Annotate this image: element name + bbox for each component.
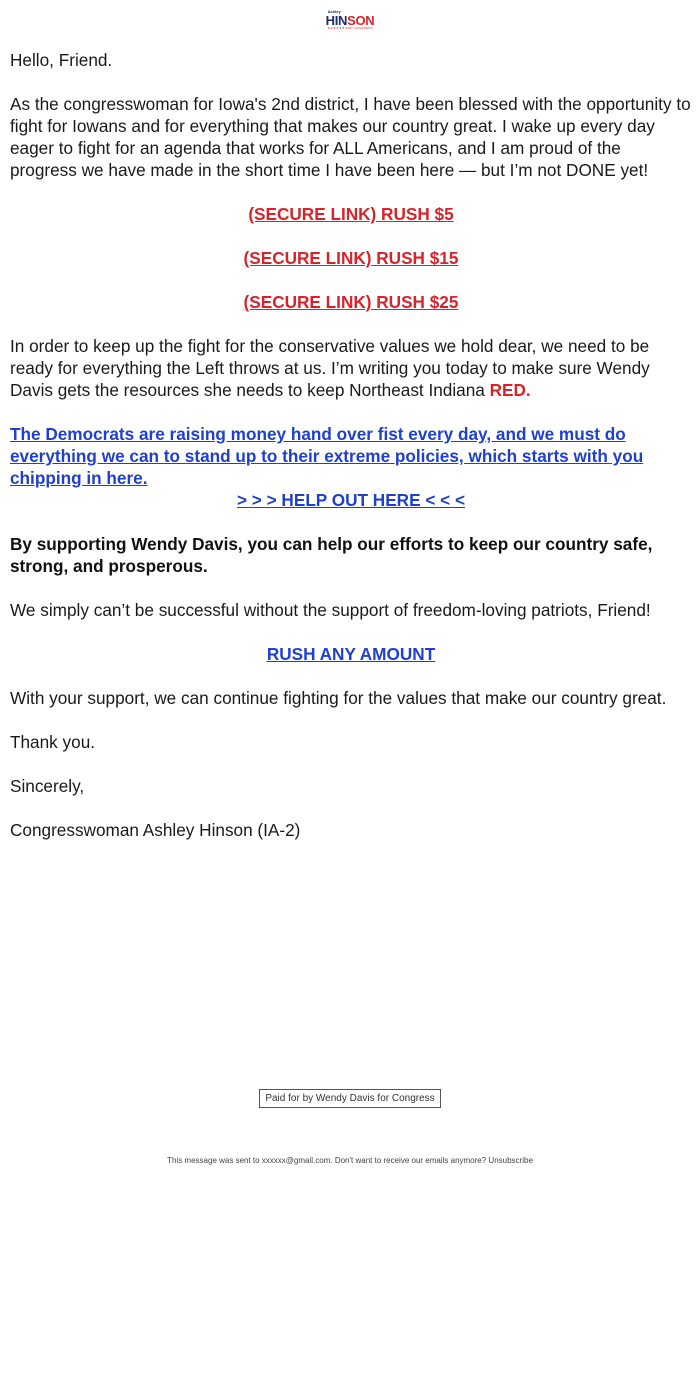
rush-15-row <box>10 247 692 269</box>
email-body <box>10 49 692 863</box>
logo-last-name-part1: HIN <box>325 13 348 28</box>
support-paragraph: With your support, we can continue fighting for the values that make our country great. <box>10 688 667 708</box>
logo-first-name: Ashley <box>327 9 341 14</box>
footer <box>0 1156 700 1165</box>
help-out-link[interactable]: > > > HELP OUT HERE < < < <box>237 490 465 510</box>
sincerely: Sincerely, <box>10 776 85 796</box>
resources-paragraph <box>10 335 692 401</box>
red-word: RED. <box>489 380 531 400</box>
thanks: Thank you. <box>10 732 96 752</box>
democrats-row <box>10 423 692 489</box>
paid-for-box: Paid for by Wendy Davis for Congress <box>259 1089 440 1108</box>
resources-text: In order to keep up the fight for the conservative values we hold dear, we need to be ready for everything the Left throws at us. I’m writing you today to make sure Wendy Davis gets the resources she needs to keep Northeast Indiana <box>10 336 650 400</box>
paid-for-disclaimer <box>0 1088 700 1108</box>
supporting-paragraph: By supporting Wendy Davis, you can help our efforts to keep our country safe, strong, and prosperous. <box>10 534 653 576</box>
logo-last-name-part2: SON <box>347 13 375 28</box>
unsubscribe-link[interactable]: Unsubscribe <box>488 1156 533 1165</box>
greeting: Hello, Friend. <box>10 50 113 70</box>
help-row <box>10 489 692 511</box>
logo-subtitle: ★★★★★★ FOR CONGRESS <box>327 26 373 30</box>
rush-any-row <box>10 643 692 665</box>
patriots-paragraph: We simply can’t be successful without the support of freedom-loving patriots, Friend! <box>10 600 651 620</box>
rush-5-row <box>10 203 692 225</box>
rush-15-link[interactable]: (SECURE LINK) RUSH $15 <box>243 248 459 268</box>
campaign-logo <box>0 10 700 34</box>
rush-any-amount-link[interactable]: RUSH ANY AMOUNT <box>266 644 436 664</box>
rush-25-row <box>10 291 692 313</box>
rush-25-link[interactable]: (SECURE LINK) RUSH $25 <box>243 292 459 312</box>
democrats-link[interactable]: The Democrats are raising money hand over fist every day, and we must do everything we can to stand up to their extreme policies, which starts with you chipping in here. <box>10 424 644 488</box>
rush-5-link[interactable]: (SECURE LINK) RUSH $5 <box>248 204 454 224</box>
signature: Congresswoman Ashley Hinson (IA-2) <box>10 820 301 840</box>
footer-sent-to: This message was sent to xxxxxx@gmail.com. Don't want to receive our emails anymore? <box>167 1156 489 1165</box>
intro-paragraph: As the congresswoman for Iowa's 2nd district, I have been blessed with the opportunity to fight for Iowans and for everything that makes our country great. I wake up every day eager to fight for an agenda that works for ALL Americans, and I am proud of the progress we have made in the short time I have been here — but I’m not DONE yet! <box>10 94 691 180</box>
